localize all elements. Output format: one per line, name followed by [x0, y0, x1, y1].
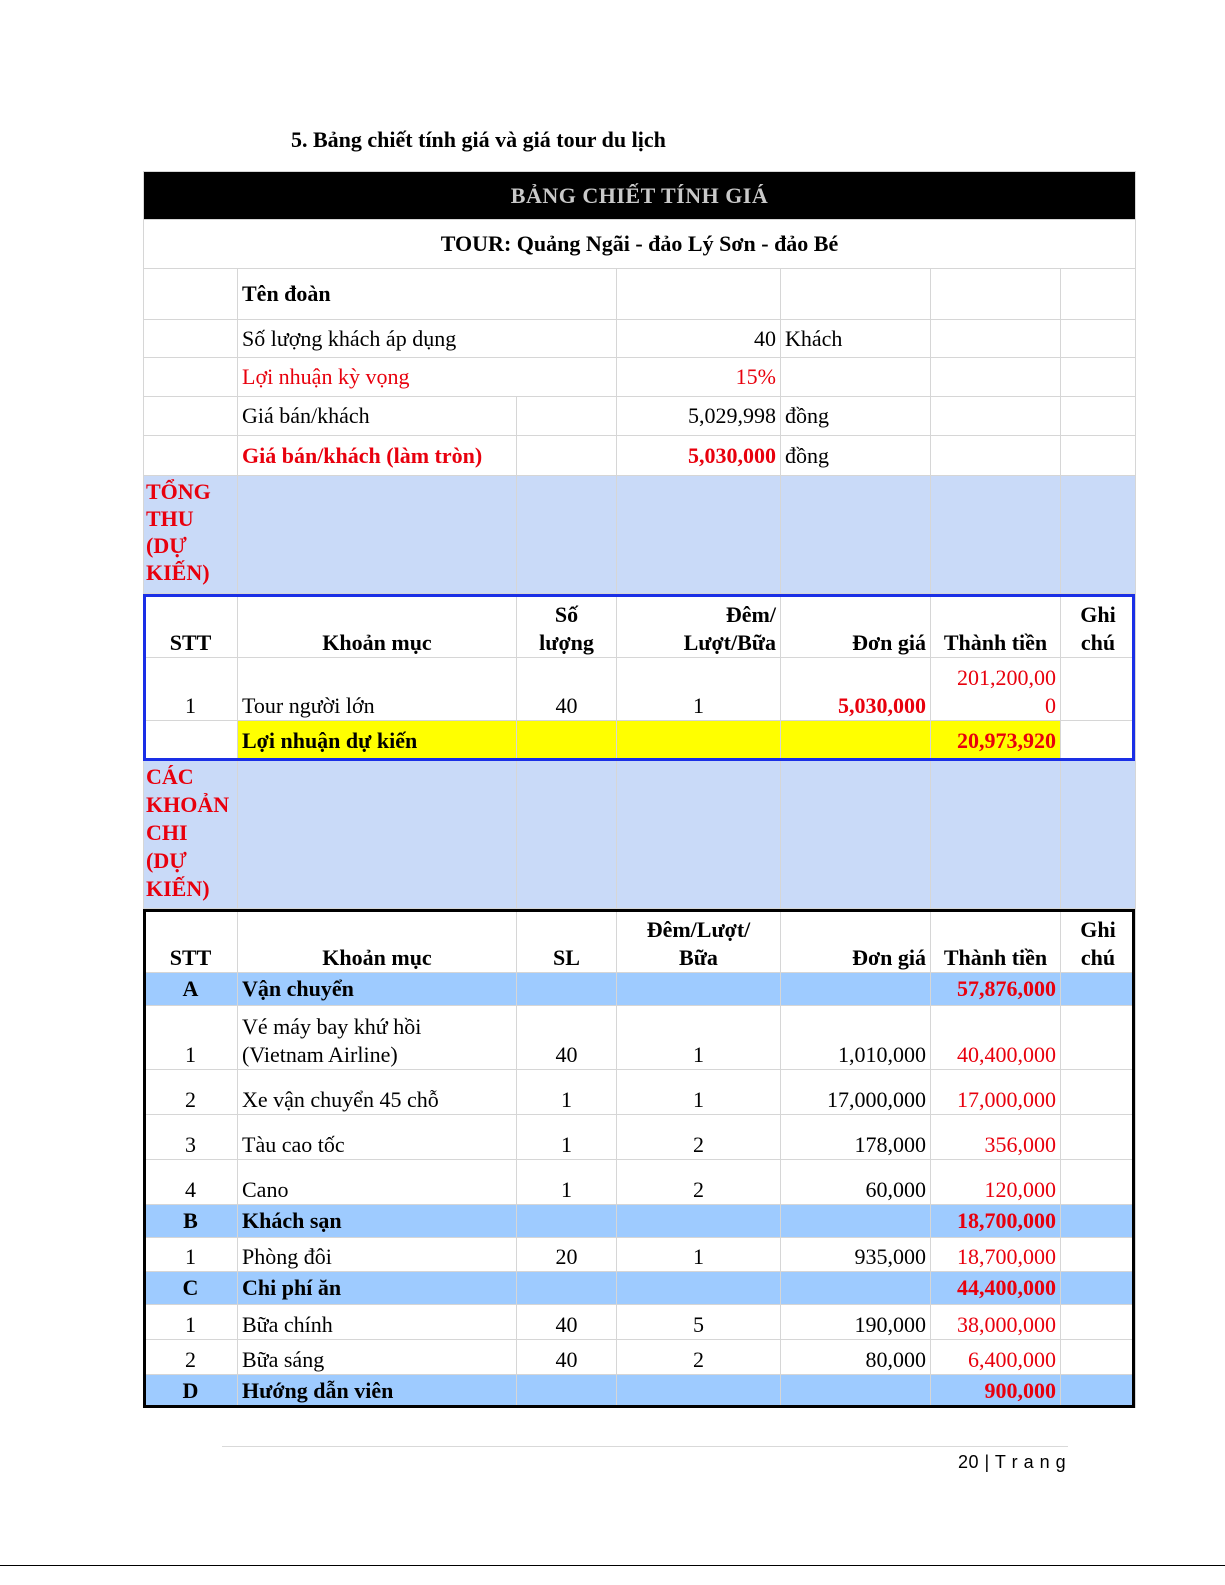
header-khoan-muc: Khoản mục [238, 594, 517, 658]
gia-ban-tron-value: 5,030,000 [617, 436, 781, 476]
page-bottom-line [0, 1565, 1225, 1566]
tong-thu-thanh-tien: 201,200,00 0 [931, 658, 1061, 721]
loi-nhuan-label: Lợi nhuận kỳ vọng [238, 358, 617, 397]
gia-ban-unit: đồng [781, 397, 931, 436]
section-row-b: B Khách sạn 18,700,000 [144, 1205, 1136, 1238]
header-ghi-chu: Ghi chú [1061, 594, 1136, 658]
title-row [144, 172, 1136, 220]
header-dem: Đêm/ Lượt/Bữa [617, 594, 781, 658]
info-row-ten-doan [144, 269, 1136, 320]
header-stt: STT [144, 594, 238, 658]
table-row: 1 Vé máy bay khứ hồi (Vietnam Airline) 40 1 1,010,000 40,400,000 [144, 1006, 1136, 1070]
header-thanh-tien: Thành tiền [931, 594, 1061, 658]
gia-ban-tron-unit: đồng [781, 436, 931, 476]
chi-label-row [144, 761, 1136, 909]
gia-ban-label: Giá bán/khách [238, 397, 517, 436]
tong-thu-data-row: 1 Tour người lớn 40 1 5,030,000 201,200,00 0 [144, 658, 1136, 721]
tong-thu-header-row [144, 594, 1136, 658]
header-so-luong: Số lượng [517, 594, 617, 658]
section-heading: 5. Bảng chiết tính giá và giá tour du lịch [291, 127, 666, 152]
so-luong-value: 40 [617, 320, 781, 358]
info-row-so-luong [144, 320, 1136, 358]
gia-ban-tron-label: Giá bán/khách (làm tròn) [238, 436, 517, 476]
profit-label: Lợi nhuận dự kiến [238, 721, 517, 761]
section-row-d: D Hướng dẫn viên 900,000 [144, 1375, 1136, 1408]
profit-value: 20,973,920 [931, 721, 1061, 761]
page-separator: | [984, 1452, 990, 1472]
header-don-gia: Đơn giá [781, 594, 931, 658]
info-row-loi-nhuan [144, 358, 1136, 397]
tour-name: TOUR: Quảng Ngãi - đảo Lý Sơn - đảo Bé [144, 220, 1136, 269]
so-luong-label: Số lượng khách áp dụng [238, 320, 617, 358]
page-number: 20 [958, 1452, 980, 1472]
table-row: 4 Cano 1 2 60,000 120,000 [144, 1160, 1136, 1205]
page-label: T r a n g [994, 1452, 1067, 1472]
pricing-table-wrapper [143, 171, 1135, 1408]
section-row-a: A Vận chuyển 57,876,000 [144, 973, 1136, 1006]
table-row: 3 Tàu cao tốc 1 2 178,000 356,000 [144, 1115, 1136, 1160]
table-row: 1 Phòng đôi 20 1 935,000 18,700,000 [144, 1238, 1136, 1272]
section-row-c: C Chi phí ăn 44,400,000 [144, 1272, 1136, 1305]
table-title: BẢNG CHIẾT TÍNH GIÁ [144, 172, 1136, 220]
ten-doan-label: Tên đoàn [238, 269, 617, 320]
footer-divider [222, 1446, 1068, 1447]
chi-header-row: STT Khoản mục SL Đêm/Lượt/ Bữa Đơn giá Thành tiền Ghi chú [144, 909, 1136, 973]
pricing-table [143, 171, 1136, 1408]
so-luong-unit: Khách [781, 320, 931, 358]
info-row-gia-ban [144, 397, 1136, 436]
tong-thu-label-row [144, 476, 1136, 594]
tong-thu-label: TỔNG THU (DỰ KIẾN) [144, 476, 238, 594]
loi-nhuan-value: 15% [617, 358, 781, 397]
page-footer [958, 1452, 1066, 1473]
table-row: 2 Bữa sáng 40 2 80,000 6,400,000 [144, 1340, 1136, 1375]
table-row: 2 Xe vận chuyển 45 chỗ 1 1 17,000,000 17,000,000 [144, 1070, 1136, 1115]
table-row: 1 Bữa chính 40 5 190,000 38,000,000 [144, 1305, 1136, 1340]
profit-row [144, 721, 1136, 761]
tour-row [144, 220, 1136, 269]
gia-ban-value: 5,029,998 [617, 397, 781, 436]
info-row-gia-ban-tron [144, 436, 1136, 476]
chi-label: CÁC KHOẢN CHI (DỰ KIẾN) [144, 761, 238, 909]
